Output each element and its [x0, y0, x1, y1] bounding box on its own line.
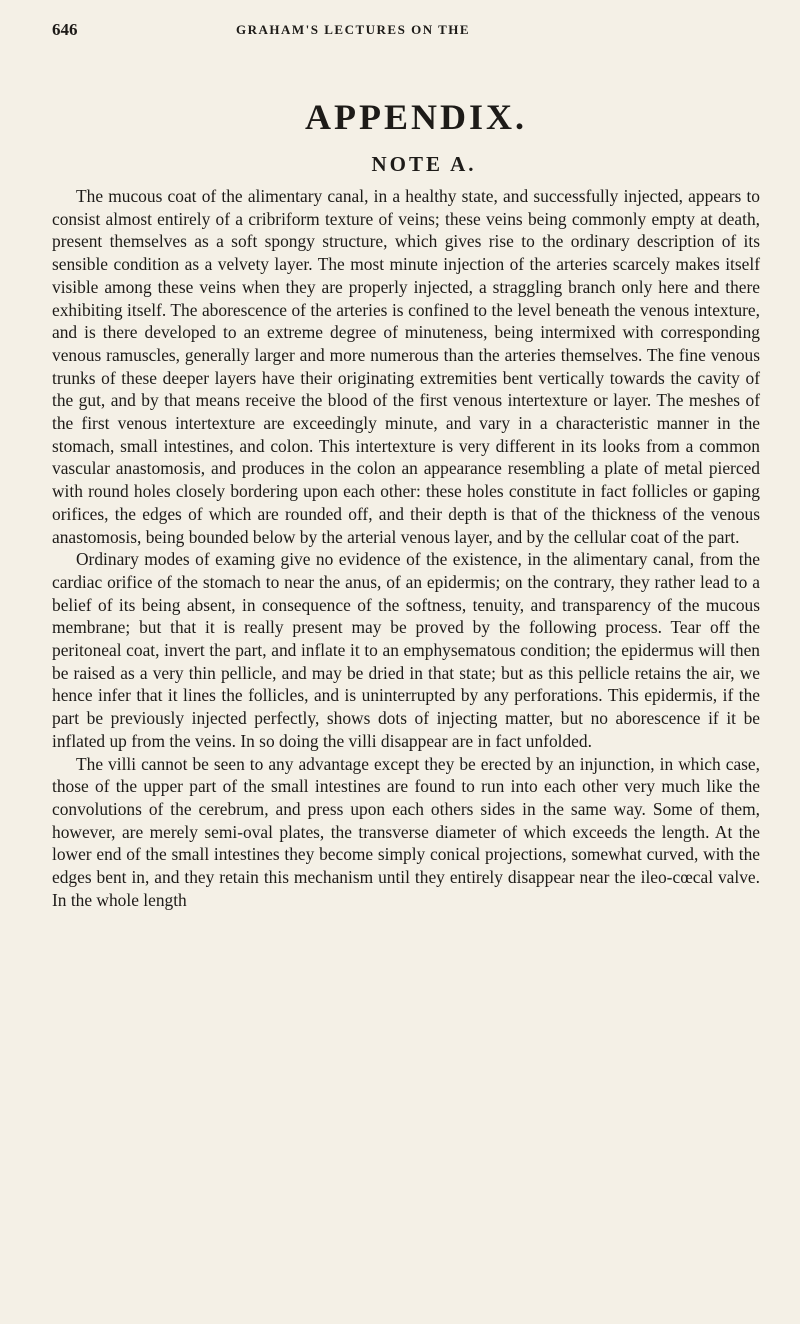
appendix-title: APPENDIX.: [305, 97, 527, 137]
running-head: [52, 14, 760, 44]
page-number: 646: [52, 20, 78, 39]
running-title: GRAHAM'S LECTURES ON THE: [236, 22, 471, 37]
body-text: [52, 185, 760, 912]
note-heading: NOTE A.: [371, 152, 477, 176]
paragraph: The mucous coat of the alimentary canal, in a healthy state, and successfully injected, appears to consist almost entirely of a cribriform texture of veins; these veins being commonly empty at death, present themselves as a soft spongy structure, which gives rise to the ordinary description of its sensible condition as a velvety layer. The most minute injection of the arteries scarcely makes itself visible among these veins when they are properly injected, a straggling branch only here and there exhibiting itself. The aborescence of the arteries is confined to the level beneath the venous intexture, and is there developed to an extreme degree of minuteness, being intermixed with corresponding venous ramuscles, generally larger and more numerous than the arteries themselves. The fine venous trunks of these deeper layers have their originating extremities bent vertically towards the cavity of the gut, and by that means receive the blood of the first venous intertexture or layer. The meshes of the first venous intertexture are exceedingly minute, and vary in a characteristic manner in the stomach, small intestines, and colon. This intertexture is very different in its looks from a common vascular anastomosis, and produces in the colon an appearance resembling a plate of metal pierced with round holes closely bordering upon each other: these holes constitute in fact follicles or gaping orifices, the edges of which are rounded off, and their depth is that of the thickness of the venous anastomosis, being bounded below by the arterial venous layer, and by the cellular coat of the part.: [52, 186, 760, 547]
paragraph: Ordinary modes of examing give no evidence of the existence, in the alimentary canal, from the cardiac orifice of the stomach to near the anus, of an epidermis; on the contrary, they rather lead to a belief of its being absent, in consequence of the softness, tenuity, and transparency of the mucous membrane; but that it is really present may be proved by the following process. Tear off the peritoneal coat, invert the part, and inflate it to an emphysematous condition; the epidermus will then be raised as a very thin pellicle, and may be dried in that state; but as this pellicle retains the air, we hence infer that it lines the follicles, and is uninterrupted by any perforations. This epidermis, if the part be previously injected perfectly, shows dots of injecting matter, but no aborescence if it be inflated up from the veins. In so doing the villi disappear are in fact unfolded.: [52, 549, 760, 751]
paragraph: The villi cannot be seen to any advantage except they be erected by an injunction, in which case, those of the upper part of the small intestines are found to run into each other very much like the convolutions of the cerebrum, and press upon each others sides in the same way. Some of them, however, are merely semi-oval plates, the transverse diameter of which exceeds the length. At the lower end of the small intestines they become simply conical projections, somewhat curved, with the edges bent in, and they retain this mechanism until they entirely disappear near the ileo-cœcal valve. In the whole length: [52, 753, 760, 910]
